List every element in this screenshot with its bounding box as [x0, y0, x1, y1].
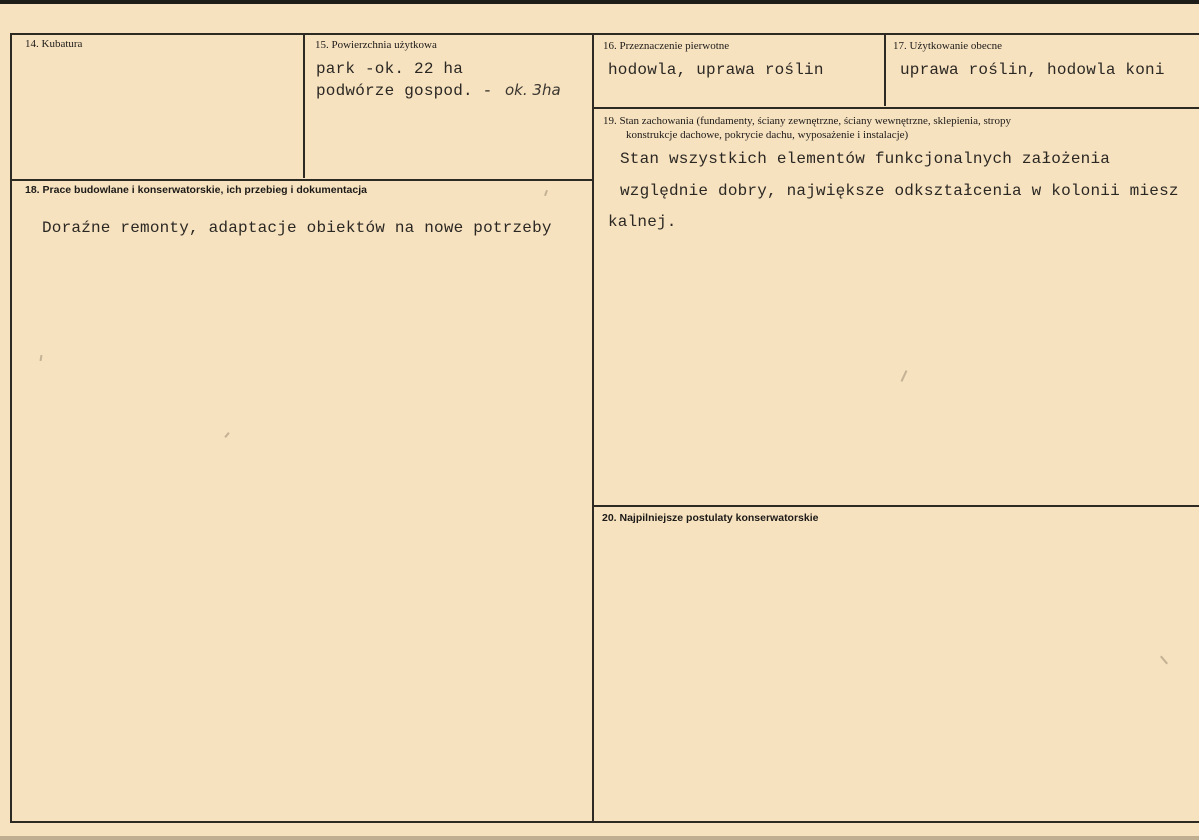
- header-rule: [10, 33, 1199, 35]
- field-14-label: 14. Kubatura: [25, 38, 83, 50]
- divider-16-17: [884, 33, 886, 106]
- paper-speck: [1160, 656, 1168, 665]
- paper-speck: [39, 355, 42, 361]
- field-15-handwritten-note: ok. 3ha: [505, 81, 561, 99]
- field-15-label: 15. Powierzchnia użytkowa: [315, 39, 437, 51]
- card-top-edge: [0, 0, 1199, 4]
- divider-left-right: [592, 33, 594, 823]
- field-18-label: 18. Prace budowlane i konserwatorskie, ich przebieg i dokumentacja: [25, 184, 367, 196]
- field-19-label-line1: 19. Stan zachowania (fundamenty, ściany zewnętrzne, ściany wewnętrzne, sklepienia, stropy: [603, 115, 1011, 127]
- field-15-value-line2: podwórze gospod. -: [316, 82, 493, 100]
- rule-19-bottom: [594, 505, 1199, 507]
- paper-speck: [901, 370, 908, 382]
- bottom-border: [10, 821, 1199, 823]
- field-19-label-line2: konstrukcje dachowe, pokrycie dachu, wyposażenie i instalacje): [626, 129, 909, 141]
- field-19-value-line3: kalnej.: [608, 213, 677, 231]
- field-18-value: Doraźne remonty, adaptacje obiektów na nowe potrzeby: [42, 219, 552, 237]
- field-16-label: 16. Przeznaczenie pierwotne: [603, 40, 730, 52]
- divider-14-15: [303, 33, 305, 178]
- field-16-value: hodowla, uprawa roślin: [608, 61, 824, 79]
- left-border: [10, 33, 12, 823]
- paper-speck: [544, 190, 548, 196]
- field-17-label: 17. Użytkowanie obecne: [893, 40, 1003, 52]
- field-19-value-line1: Stan wszystkich elementów funkcjonalnych założenia: [620, 150, 1111, 168]
- rule-16-17-bottom: [594, 107, 1199, 109]
- card-bottom-edge: [0, 836, 1199, 840]
- field-17-value: uprawa roślin, hodowla koni: [900, 61, 1165, 79]
- field-20-label: 20. Najpilniejsze postulaty konserwatorskie: [602, 512, 819, 524]
- field-19-value-line2: względnie dobry, największe odkształcenia w kolonii miesz: [620, 182, 1179, 200]
- paper-speck: [224, 432, 229, 438]
- rule-15-bottom: [10, 179, 592, 181]
- field-15-value-line1: park -ok. 22 ha: [316, 60, 464, 78]
